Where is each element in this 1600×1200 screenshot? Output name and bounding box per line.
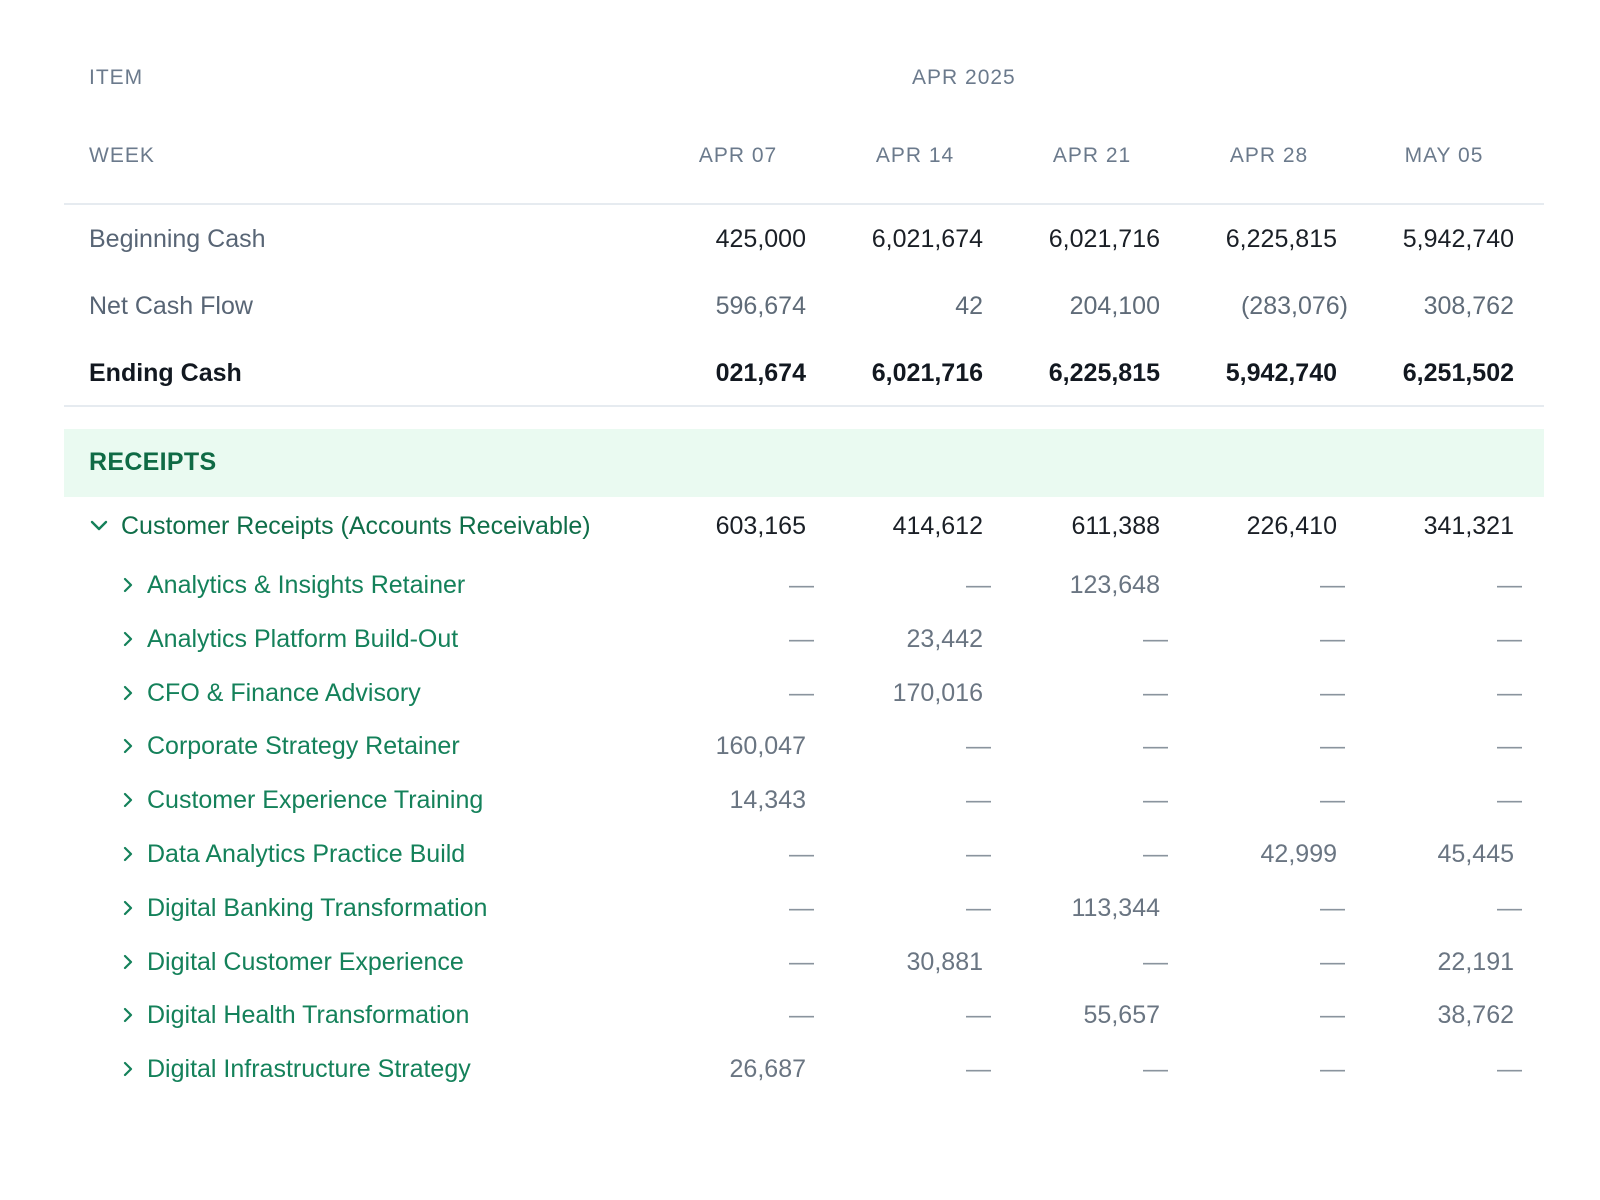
empty-value-cell: —: [1143, 840, 1168, 868]
week-header-apr-21[interactable]: APR 21: [1052, 144, 1132, 167]
empty-value-cell: —: [789, 947, 814, 976]
value-cell: 113,344: [1071, 893, 1160, 922]
value-cell: 6,225,815: [1048, 359, 1160, 387]
empty-value-cell: —: [1497, 571, 1522, 599]
list-item[interactable]: [64, 893, 1544, 927]
value-cell: (283,076): [1240, 292, 1348, 320]
empty-value-cell: —: [1320, 1001, 1345, 1030]
chevron-down-icon[interactable]: [89, 519, 109, 533]
value-cell: 30,881: [906, 947, 983, 976]
empty-value-cell: —: [1320, 786, 1345, 815]
empty-value-cell: —: [1143, 947, 1168, 976]
item-label[interactable]: Digital Customer Experience: [147, 947, 464, 976]
chevron-right-icon[interactable]: [122, 899, 134, 917]
value-cell: 5,942,740: [1225, 359, 1337, 387]
value-cell: 226,410: [1246, 512, 1337, 540]
empty-value-cell: —: [1143, 678, 1168, 707]
list-item[interactable]: [64, 731, 1544, 765]
chevron-right-icon[interactable]: [122, 1060, 134, 1078]
value-cell: 6,021,674: [871, 225, 983, 253]
value-cell: 021,674: [715, 359, 806, 387]
row-label: Beginning Cash: [89, 225, 266, 253]
value-cell: 170,016: [892, 678, 983, 707]
empty-value-cell: —: [1497, 893, 1522, 922]
chevron-right-icon[interactable]: [122, 845, 134, 863]
value-cell: 160,047: [715, 732, 806, 761]
value-cell: 42,999: [1260, 840, 1337, 868]
value-cell: 6,021,716: [1048, 225, 1160, 253]
value-cell: 38,762: [1437, 1001, 1514, 1030]
value-cell: 341,321: [1423, 512, 1514, 540]
empty-value-cell: —: [966, 893, 991, 922]
empty-value-cell: —: [1143, 624, 1168, 653]
empty-value-cell: —: [1320, 571, 1345, 599]
value-cell: 55,657: [1083, 1001, 1160, 1030]
list-item[interactable]: [64, 570, 1544, 604]
empty-value-cell: —: [966, 1055, 991, 1084]
empty-value-cell: —: [1497, 1055, 1522, 1084]
value-cell: 42: [955, 292, 983, 320]
header-divider: [64, 203, 1544, 205]
chevron-right-icon[interactable]: [122, 684, 134, 702]
empty-value-cell: —: [789, 840, 814, 868]
empty-value-cell: —: [1497, 732, 1522, 761]
value-cell: 45,445: [1437, 840, 1514, 868]
list-item[interactable]: [64, 1000, 1544, 1034]
chevron-right-icon[interactable]: [122, 576, 134, 594]
empty-value-cell: —: [1320, 947, 1345, 976]
value-cell: 14,343: [729, 786, 806, 815]
value-cell: 308,762: [1423, 292, 1514, 320]
empty-value-cell: —: [1143, 732, 1168, 761]
item-label[interactable]: Corporate Strategy Retainer: [147, 732, 460, 761]
item-label[interactable]: Analytics Platform Build-Out: [147, 624, 459, 653]
summary-row-net-cash-flow: [64, 291, 1544, 323]
empty-value-cell: —: [966, 1001, 991, 1030]
summary-row-ending-cash: [64, 358, 1544, 390]
list-item[interactable]: [64, 678, 1544, 712]
empty-value-cell: —: [1143, 786, 1168, 815]
item-label[interactable]: Digital Banking Transformation: [147, 893, 488, 922]
group-row-customer-receipts[interactable]: [64, 511, 1544, 545]
item-label[interactable]: Analytics & Insights Retainer: [147, 571, 466, 599]
empty-value-cell: —: [1320, 678, 1345, 707]
empty-value-cell: —: [1320, 1055, 1345, 1084]
empty-value-cell: —: [789, 624, 814, 653]
empty-value-cell: —: [1320, 893, 1345, 922]
item-column-header: ITEM: [89, 66, 144, 89]
value-cell: 596,674: [715, 292, 806, 320]
item-label[interactable]: CFO & Finance Advisory: [147, 678, 421, 707]
summary-divider: [64, 405, 1544, 407]
value-cell: 414,612: [892, 512, 983, 540]
week-header-apr-07[interactable]: APR 07: [698, 144, 778, 167]
empty-value-cell: —: [966, 840, 991, 868]
value-cell: 22,191: [1437, 947, 1514, 976]
empty-value-cell: —: [789, 678, 814, 707]
row-label: Net Cash Flow: [89, 292, 253, 320]
empty-value-cell: —: [789, 571, 814, 599]
list-item[interactable]: [64, 839, 1544, 873]
value-cell: 123,648: [1069, 571, 1160, 599]
empty-value-cell: —: [1320, 732, 1345, 761]
list-item[interactable]: [64, 785, 1544, 819]
value-cell: 6,225,815: [1225, 225, 1337, 253]
section-header-receipts: [64, 429, 1544, 497]
empty-value-cell: —: [789, 893, 814, 922]
empty-value-cell: —: [1497, 786, 1522, 815]
empty-value-cell: —: [966, 571, 991, 599]
summary-row-beginning-cash: [64, 224, 1544, 256]
period-header: APR 2025: [912, 66, 1016, 89]
chevron-right-icon[interactable]: [122, 791, 134, 809]
chevron-right-icon[interactable]: [122, 630, 134, 648]
week-header-apr-14[interactable]: APR 14: [875, 144, 955, 167]
value-cell: 6,251,502: [1402, 359, 1514, 387]
empty-value-cell: —: [1497, 624, 1522, 653]
empty-value-cell: —: [1143, 1055, 1168, 1084]
week-column-header: WEEK: [89, 144, 155, 167]
week-header-may-05[interactable]: MAY 05: [1404, 144, 1484, 167]
chevron-right-icon[interactable]: [122, 737, 134, 755]
value-cell: 6,021,716: [871, 359, 983, 387]
item-label[interactable]: Data Analytics Practice Build: [147, 840, 466, 868]
group-label[interactable]: Customer Receipts (Accounts Receivable): [121, 512, 591, 540]
list-item[interactable]: [64, 624, 1544, 658]
section-title: RECEIPTS: [89, 448, 217, 476]
list-item[interactable]: [64, 947, 1544, 981]
empty-value-cell: —: [966, 732, 991, 761]
value-cell: 204,100: [1069, 292, 1160, 320]
chevron-right-icon[interactable]: [122, 953, 134, 971]
value-cell: 425,000: [715, 225, 806, 253]
value-cell: 5,942,740: [1402, 225, 1514, 253]
list-item[interactable]: [64, 1054, 1544, 1088]
value-cell: 603,165: [715, 512, 806, 540]
value-cell: 23,442: [906, 624, 983, 653]
empty-value-cell: —: [789, 1001, 814, 1030]
empty-value-cell: —: [1497, 678, 1522, 707]
week-header-apr-28[interactable]: APR 28: [1229, 144, 1309, 167]
item-label[interactable]: Customer Experience Training: [147, 786, 484, 815]
header-row-period: [64, 63, 1544, 93]
empty-value-cell: —: [966, 786, 991, 815]
value-cell: 611,388: [1071, 512, 1160, 540]
value-cell: 26,687: [729, 1055, 806, 1084]
item-label[interactable]: Digital Infrastructure Strategy: [147, 1055, 471, 1084]
header-row-weeks: [64, 141, 1544, 171]
chevron-right-icon[interactable]: [122, 1006, 134, 1024]
empty-value-cell: —: [1320, 624, 1345, 653]
row-label: Ending Cash: [89, 359, 242, 387]
item-label[interactable]: Digital Health Transformation: [147, 1001, 470, 1030]
